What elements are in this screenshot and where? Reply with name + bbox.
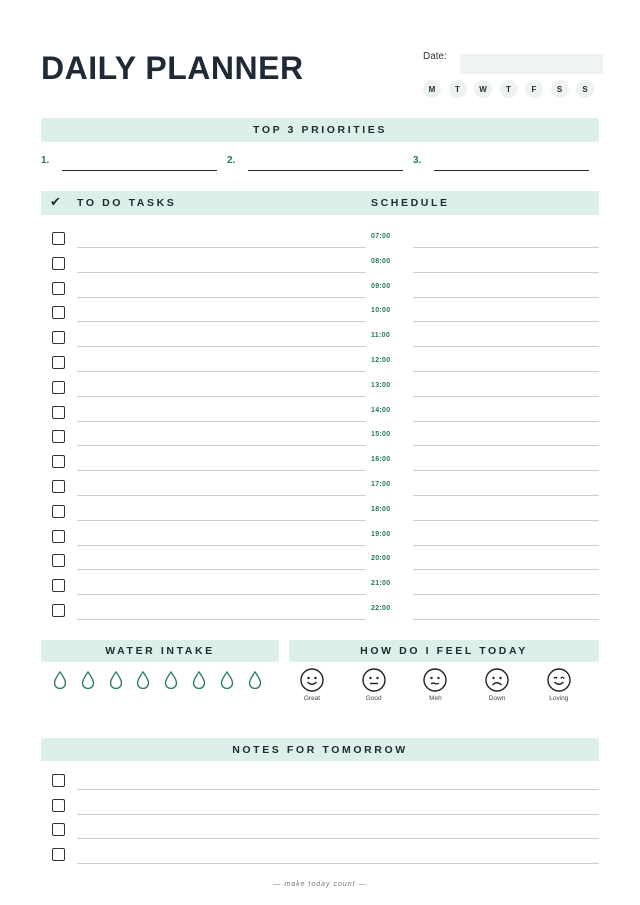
task-checkbox[interactable] (52, 579, 65, 592)
happy-eyes-icon[interactable] (547, 668, 571, 692)
notes-checkbox[interactable] (52, 848, 65, 861)
water-drop-icon[interactable] (220, 671, 234, 689)
schedule-line[interactable] (413, 619, 599, 620)
schedule-line[interactable] (413, 545, 599, 546)
priority-number-1: 1. (41, 155, 50, 166)
schedule-time: 19:00 (371, 530, 391, 538)
schedule-line[interactable] (413, 421, 599, 422)
schedule-time: 18:00 (371, 505, 391, 513)
notes-line[interactable] (77, 789, 599, 790)
date-field[interactable] (460, 54, 603, 74)
task-checkbox[interactable] (52, 331, 65, 344)
schedule-time: 07:00 (371, 233, 391, 240)
mood-label: Loving (549, 695, 569, 702)
meh-face-icon[interactable] (423, 668, 447, 692)
schedule-line[interactable] (413, 297, 599, 298)
water-header (41, 640, 279, 662)
schedule-line[interactable] (413, 272, 599, 273)
water-drop-icon[interactable] (164, 671, 178, 689)
schedule-time: 20:00 (371, 555, 391, 563)
frown-icon[interactable] (485, 668, 509, 692)
footer-text: — make today count — (273, 881, 367, 888)
weekday-6[interactable]: S (576, 80, 594, 98)
schedule-line[interactable] (413, 445, 599, 446)
water-drop-icon[interactable] (192, 671, 206, 689)
notes-line[interactable] (77, 814, 599, 815)
task-line[interactable] (77, 545, 366, 546)
task-line[interactable] (77, 445, 366, 446)
task-line[interactable] (77, 272, 366, 273)
notes-header (41, 738, 599, 761)
weekday-5[interactable]: S (551, 80, 569, 98)
schedule-time: 21:00 (371, 580, 391, 588)
weekday-4[interactable]: F (525, 80, 543, 98)
priority-line-1[interactable] (62, 170, 217, 171)
task-line[interactable] (77, 297, 366, 298)
schedule-line[interactable] (413, 247, 599, 248)
task-checkbox[interactable] (52, 430, 65, 443)
task-line[interactable] (77, 321, 366, 322)
priorities-title: TOP 3 PRIORITIES (253, 124, 387, 136)
schedule-line[interactable] (413, 396, 599, 397)
notes-checkbox[interactable] (52, 774, 65, 787)
task-line[interactable] (77, 247, 366, 248)
schedule-title: SCHEDULE (371, 197, 450, 209)
weekday-2[interactable]: W (474, 80, 492, 98)
task-checkbox[interactable] (52, 232, 65, 245)
task-checkbox[interactable] (52, 505, 65, 518)
schedule-time: 15:00 (371, 431, 391, 439)
notes-line[interactable] (77, 838, 599, 839)
schedule-line[interactable] (413, 495, 599, 496)
schedule-time: 09:00 (371, 282, 391, 290)
schedule-line[interactable] (413, 520, 599, 521)
water-title: WATER INTAKE (105, 645, 215, 657)
check-icon: ✔ (50, 194, 61, 209)
schedule-line[interactable] (413, 321, 599, 322)
smile-icon[interactable] (300, 668, 324, 692)
task-checkbox[interactable] (52, 381, 65, 394)
priority-number-2: 2. (227, 155, 236, 166)
schedule-time: 13:00 (371, 381, 391, 389)
neutral-face-icon[interactable] (362, 668, 386, 692)
priority-line-2[interactable] (248, 170, 403, 171)
tasks-schedule-header (41, 191, 599, 215)
task-line[interactable] (77, 594, 366, 595)
schedule-line[interactable] (413, 569, 599, 570)
schedule-time: 17:00 (371, 481, 391, 488)
notes-title: NOTES FOR TOMORROW (232, 743, 408, 756)
mood-label: Meh (429, 695, 442, 702)
tasks-title: TO DO TASKS (77, 197, 177, 209)
mood-header (289, 640, 599, 662)
task-line[interactable] (77, 495, 366, 496)
task-line[interactable] (77, 569, 366, 570)
task-checkbox[interactable] (52, 480, 65, 493)
weekday-0[interactable]: M (423, 80, 441, 98)
schedule-time: 10:00 (371, 307, 391, 315)
priorities-header (41, 118, 599, 142)
mood-title: HOW DO I FEEL TODAY (360, 645, 528, 657)
task-checkbox[interactable] (52, 604, 65, 617)
schedule-time: 08:00 (371, 257, 391, 265)
water-drop-icon[interactable] (136, 671, 150, 689)
schedule-time: 11:00 (371, 332, 391, 340)
task-checkbox[interactable] (52, 406, 65, 419)
schedule-time: 14:00 (371, 406, 391, 414)
priority-number-3: 3. (413, 155, 422, 166)
mood-label: Good (365, 695, 382, 702)
task-line[interactable] (77, 346, 366, 347)
task-checkbox[interactable] (52, 306, 65, 319)
schedule-line[interactable] (413, 470, 599, 471)
schedule-line[interactable] (413, 594, 599, 595)
task-checkbox[interactable] (52, 530, 65, 543)
page-title: DAILY PLANNER (41, 50, 304, 86)
water-drop-icon[interactable] (81, 671, 95, 689)
schedule-line[interactable] (413, 371, 599, 372)
task-checkbox[interactable] (52, 282, 65, 295)
task-checkbox[interactable] (52, 554, 65, 567)
priority-line-3[interactable] (434, 170, 589, 171)
task-line[interactable] (77, 619, 366, 620)
schedule-time: 22:00 (371, 605, 391, 612)
date-label: Date: (423, 51, 447, 62)
task-line[interactable] (77, 396, 366, 397)
mood-label: Great (303, 695, 321, 702)
task-line[interactable] (77, 371, 366, 372)
water-drop-icon[interactable] (53, 671, 67, 689)
notes-checkbox[interactable] (52, 799, 65, 812)
task-line[interactable] (77, 421, 366, 422)
schedule-time: 12:00 (371, 357, 391, 364)
task-line[interactable] (77, 470, 366, 471)
task-checkbox[interactable] (52, 356, 65, 369)
mood-label: Down (488, 695, 506, 702)
task-checkbox[interactable] (52, 455, 65, 468)
weekday-1[interactable]: T (449, 80, 467, 98)
water-drop-icon[interactable] (109, 671, 123, 689)
weekday-3[interactable]: T (500, 80, 518, 98)
schedule-time: 16:00 (371, 456, 391, 464)
task-checkbox[interactable] (52, 257, 65, 270)
schedule-line[interactable] (413, 346, 599, 347)
notes-checkbox[interactable] (52, 823, 65, 836)
notes-line[interactable] (77, 863, 599, 864)
water-drop-icon[interactable] (248, 671, 262, 689)
task-line[interactable] (77, 520, 366, 521)
